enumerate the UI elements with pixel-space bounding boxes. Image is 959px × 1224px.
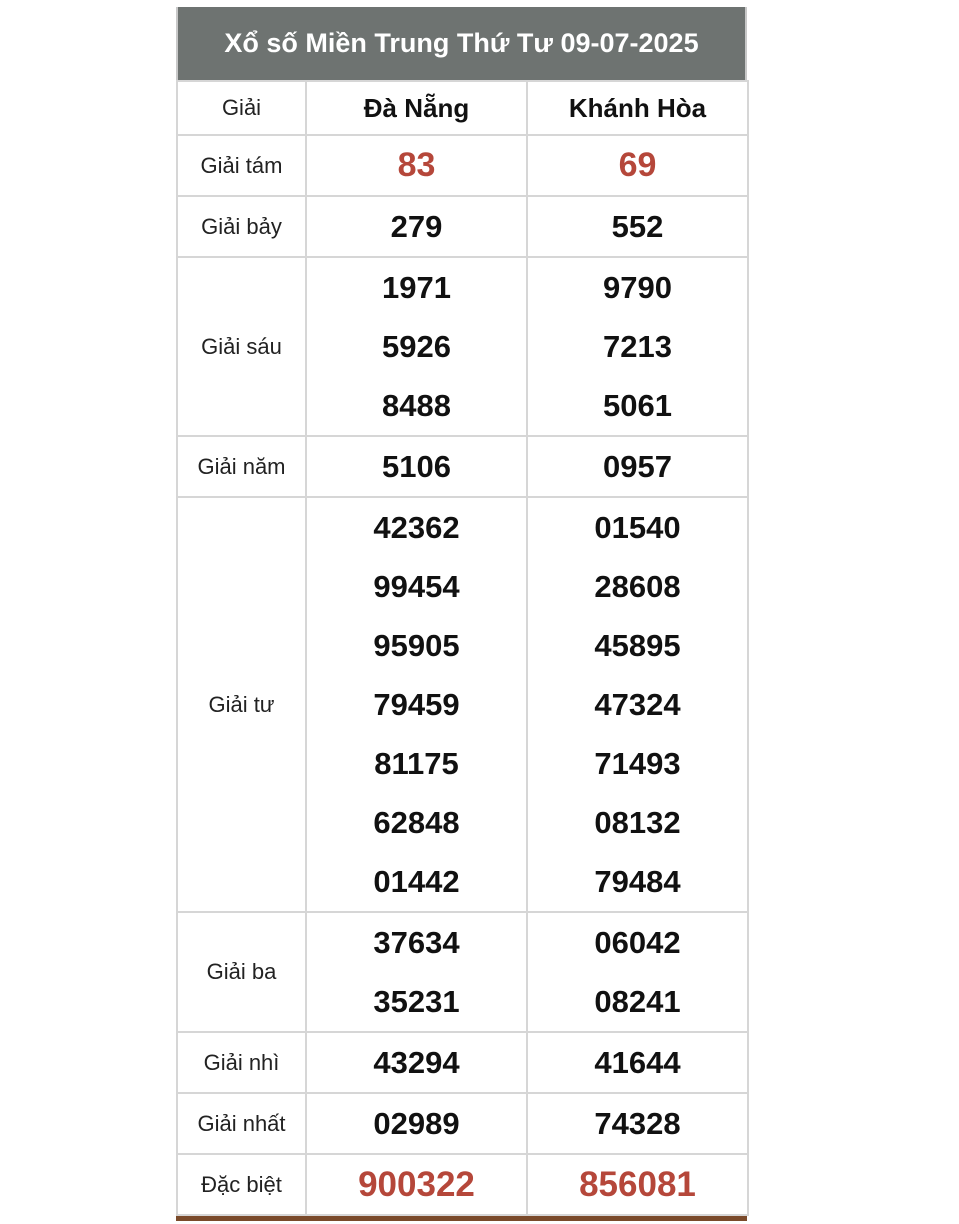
prize-row: [177, 1093, 748, 1154]
winning-number: 01442: [373, 864, 460, 899]
winning-number: 5926: [382, 329, 451, 364]
winning-number: 02989: [373, 1106, 460, 1141]
results-card: [176, 7, 747, 1221]
prize-label: Giải tám: [177, 135, 306, 196]
winning-number: 43294: [373, 1045, 460, 1080]
winning-number: 83: [397, 146, 436, 184]
prize-cell-khanh-hoa: [527, 1154, 748, 1215]
table-header-row: [177, 81, 748, 135]
prize-row: [177, 436, 748, 497]
prize-cell-da-nang: [306, 135, 527, 196]
winning-number: 08132: [594, 805, 681, 840]
prize-row: [177, 1032, 748, 1093]
prize-cell-da-nang: [306, 196, 527, 257]
column-header-prize: Giải: [177, 81, 306, 135]
winning-number: 62848: [373, 805, 460, 840]
prize-row: [177, 497, 748, 912]
winning-number: 0957: [603, 449, 672, 484]
prize-cell-khanh-hoa: [527, 196, 748, 257]
winning-number: 900322: [358, 1165, 475, 1204]
winning-number: 5061: [603, 388, 672, 423]
prize-cell-da-nang: [306, 1032, 527, 1093]
results-body: [177, 135, 748, 1215]
prize-cell-khanh-hoa: [527, 135, 748, 196]
column-header-khanh-hoa: Khánh Hòa: [527, 81, 748, 135]
winning-number: 1971: [382, 270, 451, 305]
winning-number: 79484: [594, 864, 681, 899]
prize-row: [177, 1154, 748, 1215]
winning-number: 71493: [594, 746, 681, 781]
prize-label: Giải ba: [177, 912, 306, 1032]
prize-cell-da-nang: [306, 1154, 527, 1215]
winning-number: 8488: [382, 388, 451, 423]
prize-cell-khanh-hoa: [527, 1032, 748, 1093]
winning-number: 69: [618, 146, 657, 184]
winning-number: 47324: [594, 687, 681, 722]
winning-number: 95905: [373, 628, 460, 663]
winning-number: 42362: [373, 510, 460, 545]
prize-cell-khanh-hoa: [527, 1093, 748, 1154]
prize-label: Đặc biệt: [177, 1154, 306, 1215]
winning-number: 35231: [373, 984, 460, 1019]
prize-label: Giải tư: [177, 497, 306, 912]
winning-number: 37634: [373, 925, 460, 960]
winning-number: 856081: [579, 1165, 696, 1204]
prize-cell-khanh-hoa: [527, 912, 748, 1032]
winning-number: 9790: [603, 270, 672, 305]
page-title: Xổ số Miền Trung Thứ Tư 09-07-2025: [176, 7, 747, 80]
prize-label: Giải nhì: [177, 1032, 306, 1093]
prize-cell-da-nang: [306, 257, 527, 436]
prize-cell-da-nang: [306, 1093, 527, 1154]
prize-cell-da-nang: [306, 497, 527, 912]
prize-label: Giải bảy: [177, 196, 306, 257]
prize-row: [177, 912, 748, 1032]
winning-number: 28608: [594, 569, 681, 604]
winning-number: 552: [611, 209, 664, 244]
winning-number: 5106: [382, 449, 451, 484]
prize-label: Giải nhất: [177, 1093, 306, 1154]
winning-number: 45895: [594, 628, 681, 663]
winning-number: 7213: [603, 329, 672, 364]
winning-number: 81175: [374, 746, 459, 781]
winning-number: 01540: [594, 510, 681, 545]
prize-cell-da-nang: [306, 912, 527, 1032]
bottom-divider: [176, 1216, 747, 1221]
prize-row: [177, 135, 748, 196]
winning-number: 99454: [373, 569, 460, 604]
winning-number: 74328: [594, 1106, 681, 1141]
prize-cell-da-nang: [306, 436, 527, 497]
results-table: [176, 80, 749, 1216]
prize-cell-khanh-hoa: [527, 436, 748, 497]
prize-row: [177, 257, 748, 436]
prize-label: Giải năm: [177, 436, 306, 497]
winning-number: 41644: [594, 1045, 681, 1080]
prize-row: [177, 196, 748, 257]
column-header-da-nang: Đà Nẵng: [306, 81, 527, 135]
winning-number: 08241: [594, 984, 681, 1019]
prize-cell-khanh-hoa: [527, 257, 748, 436]
prize-cell-khanh-hoa: [527, 497, 748, 912]
prize-label: Giải sáu: [177, 257, 306, 436]
winning-number: 279: [390, 209, 443, 244]
winning-number: 79459: [373, 687, 460, 722]
winning-number: 06042: [594, 925, 681, 960]
